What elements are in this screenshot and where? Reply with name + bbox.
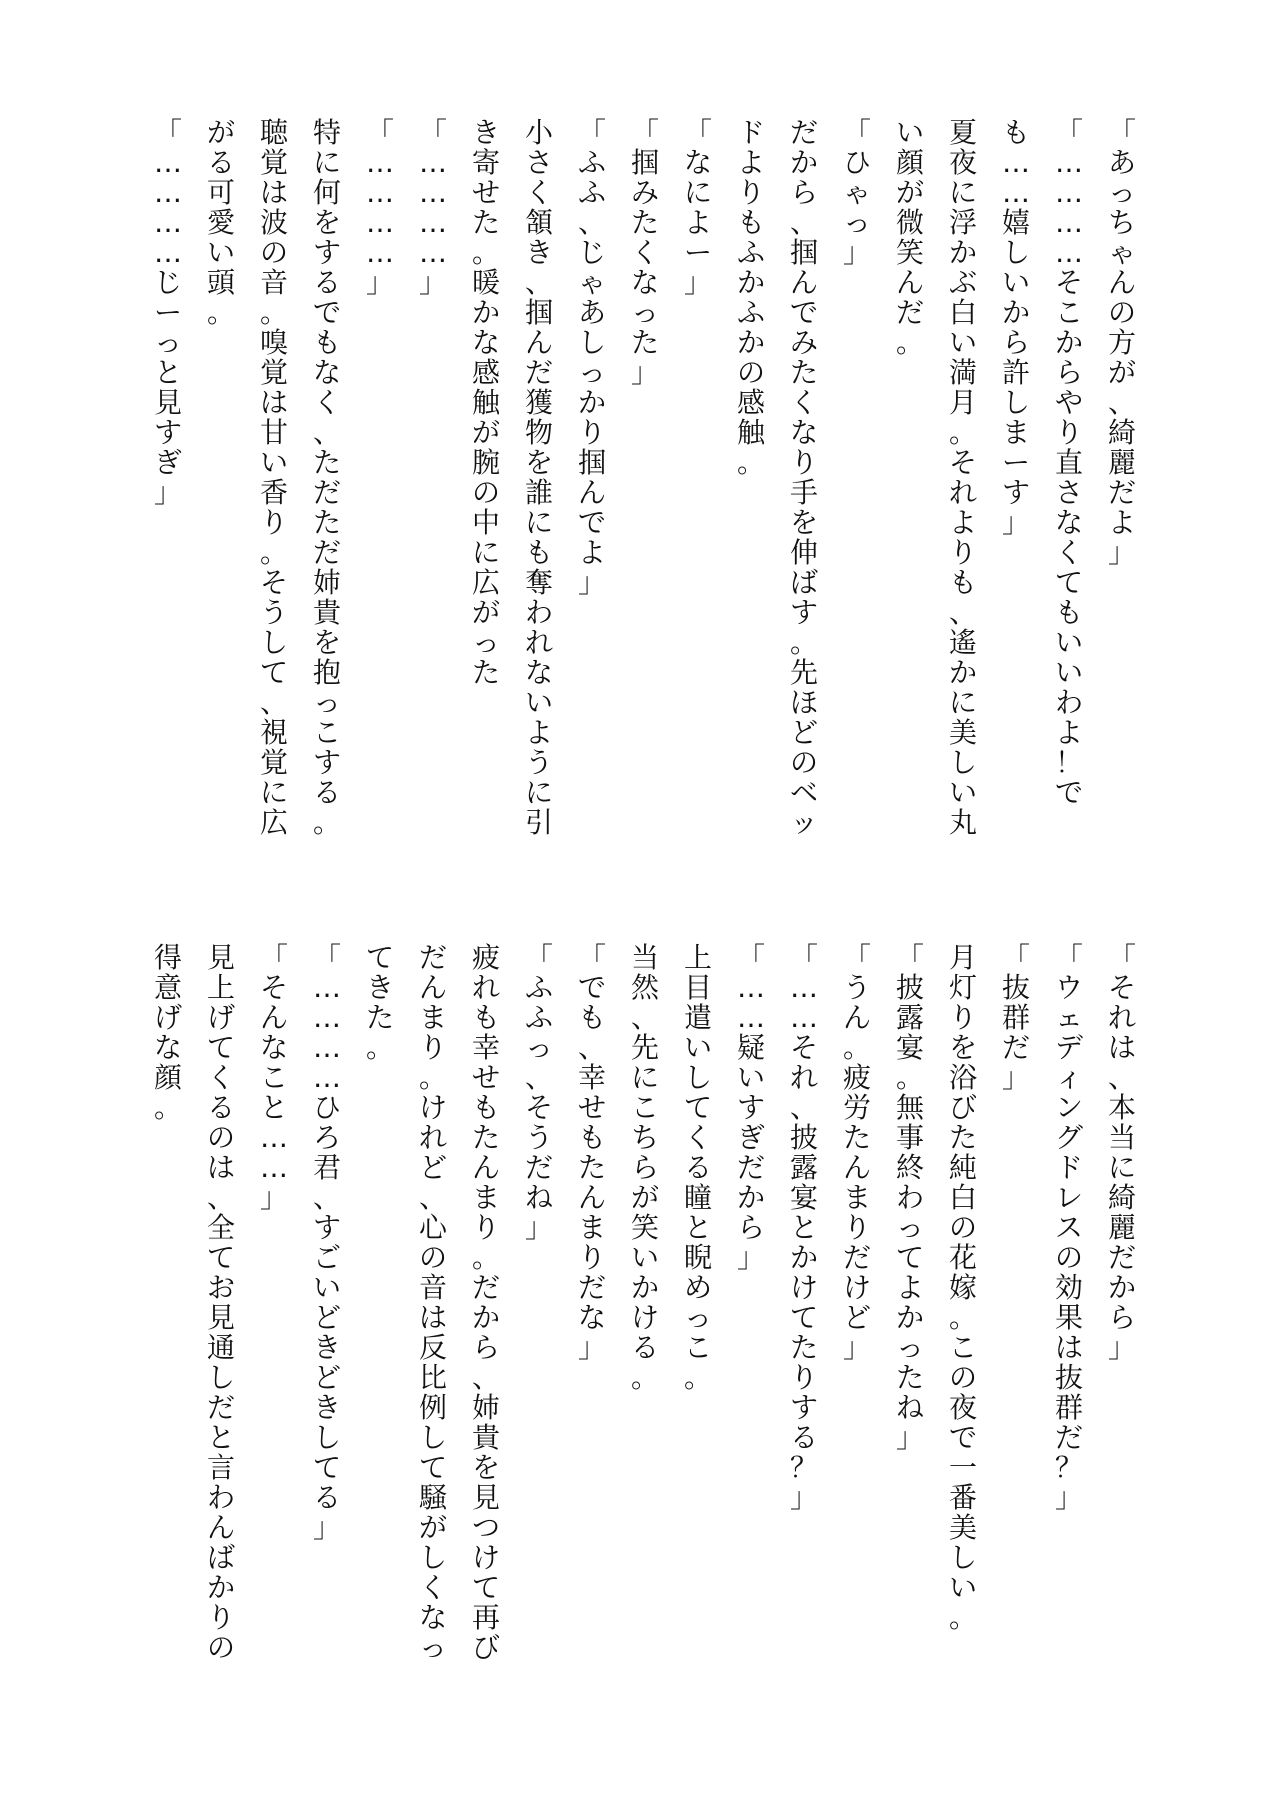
text-line: てきた。 (365, 941, 394, 1064)
text-line: 上目遣いしてくる瞳と睨めっこ。 (683, 941, 712, 1394)
text-line: も……嬉しいから許しまーす」 (1001, 116, 1030, 539)
text-line: 「ひゃっ」 (842, 116, 871, 269)
text-line: 「なによー」 (683, 116, 712, 299)
text-line: 「うん。疲労たんまりだけど」 (842, 941, 871, 1364)
text-line: 「でも、幸せもたんまりだな」 (577, 941, 606, 1364)
text-line: ドよりもふかふかの感触。 (736, 116, 765, 479)
text-line: 「……それ、披露宴とかけてたりする？」 (789, 941, 818, 1514)
text-line: 当然、先にこちらが笑いかける。 (630, 941, 659, 1394)
text-line: だんまり。けれど、心の音は反比例して騒がしくなっ (418, 941, 447, 1664)
text-line: 「…………ひろ君、すごいどきどきしてる」 (312, 941, 341, 1544)
text-line: 「それは、本当に綺麗だから」 (1107, 941, 1136, 1364)
text-block-top (0, 118, 1280, 858)
text-line: 「ふふ、じゃあしっかり掴んでよ」 (577, 116, 606, 599)
text-line: 聴覚は波の音。嗅覚は甘い香り。そうして、視覚に広 (259, 116, 288, 839)
text-line: 疲れも幸せもたんまり。だから、姉貴を見つけて再び (471, 941, 500, 1664)
text-line: 「ウェディングドレスの効果は抜群だ？」 (1054, 941, 1083, 1514)
text-line: 特に何をするでもなく、ただただ姉貴を抱っこする。 (312, 116, 341, 839)
text-line: 得意げな顔。 (153, 941, 182, 1124)
text-line: 「……疑いすぎだから」 (736, 941, 765, 1274)
text-line: 「抜群だ」 (1001, 941, 1030, 1094)
text-line: 小さく頷き、掴んだ獲物を誰にも奪われないように引 (524, 116, 553, 839)
text-line: だから、掴んでみたくなり手を伸ばす。先ほどのベッ (789, 116, 818, 839)
text-line: がる可愛い頭。 (206, 116, 235, 329)
text-line: 「あっちゃんの方が、綺麗だよ」 (1107, 116, 1136, 569)
text-line: 「掴みたくなった」 (630, 116, 659, 389)
text-line: 月灯りを浴びた純白の花嫁。この夜で一番美しい。 (948, 941, 977, 1634)
text-line: 見上げてくるのは、全てお見通しだと言わんばかりの (206, 941, 235, 1664)
text-line: き寄せた。暖かな感触が腕の中に広がった (471, 116, 500, 689)
text-line: い顔が微笑んだ。 (895, 116, 924, 359)
text-block-bottom (0, 943, 1280, 1683)
text-line: 「…………じーっと見すぎ」 (153, 116, 182, 509)
text-line: 「そんなこと……」 (259, 941, 288, 1214)
text-line: 「…………」 (365, 116, 394, 299)
text-line: 「ふふっ、そうだね」 (524, 941, 553, 1244)
text-line: 夏夜に浮かぶ白い満月。それよりも、遙かに美しい丸 (948, 116, 977, 839)
text-line: 「…………」 (418, 116, 447, 299)
text-line: 「…………そこからやり直さなくてもいいわよ！ で (1054, 116, 1112, 809)
text-line: 「披露宴。無事終わってよかったね」 (895, 941, 924, 1454)
